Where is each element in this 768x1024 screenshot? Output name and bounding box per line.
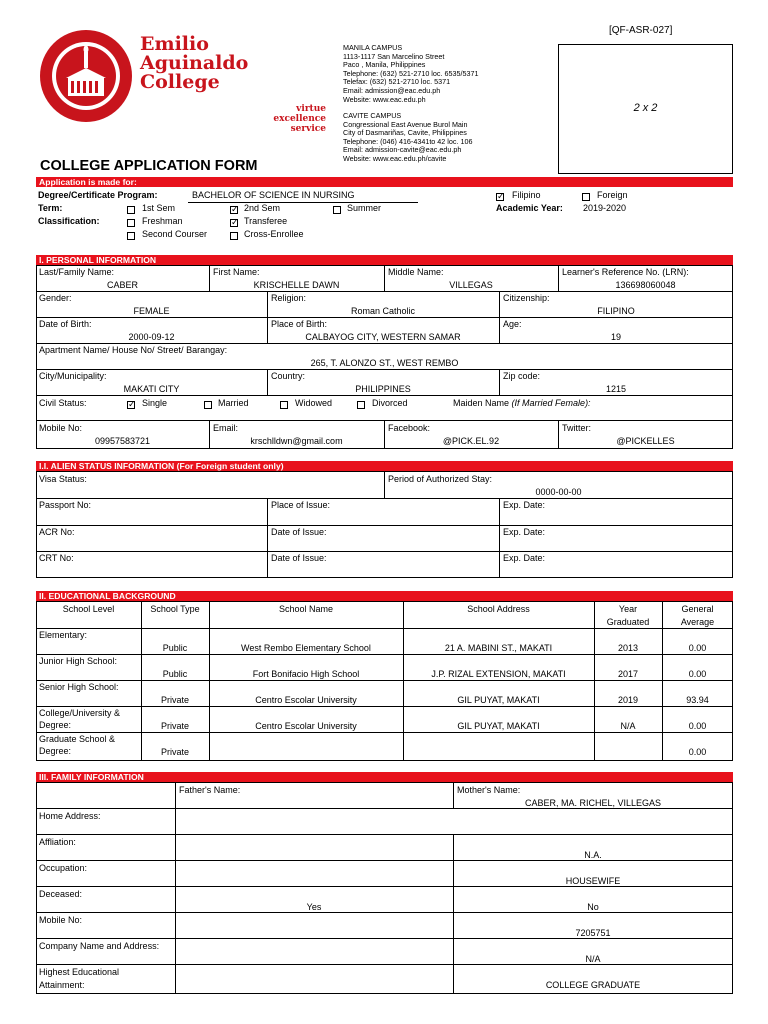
second-courser-checkbox[interactable]: [127, 232, 135, 240]
single-label: Single: [142, 398, 168, 408]
city-value[interactable]: MAKATI CITY: [123, 384, 180, 394]
acr-exp-label: Exp. Date:: [503, 527, 546, 537]
manila-line: Telephone: (632) 521-2710 loc. 6535/5371: [343, 68, 479, 78]
age-value[interactable]: 19: [610, 332, 621, 342]
twitter-label: Twitter:: [562, 423, 592, 433]
mother-name-value[interactable]: CABER, MA. RICHEL, VILLEGAS: [524, 798, 662, 808]
college-name-line2: Aguinaldo: [140, 52, 249, 74]
table-row-type[interactable]: Public: [162, 669, 188, 679]
visa-status-label: Visa Status:: [39, 474, 87, 484]
transferee-checkbox[interactable]: [230, 219, 238, 227]
table-row-average[interactable]: 0.00: [688, 747, 707, 757]
table-row-type[interactable]: Public: [162, 643, 188, 653]
mother-name-label: Mother's Name:: [457, 785, 521, 795]
cavite-line: Email: admission-cavite@eac.edu.ph: [343, 145, 462, 155]
table-row-year[interactable]: 2013: [617, 643, 639, 653]
table-row-year[interactable]: 2019: [617, 695, 639, 705]
cavite-line: Website: www.eac.edu.ph/cavite: [343, 153, 447, 163]
table-row-address[interactable]: J.P. RIZAL EXTENSION, MAKATI: [431, 669, 566, 679]
second-sem-label: 2nd Sem: [244, 203, 281, 213]
cavite-line: CAVITE CAMPUS: [343, 111, 402, 120]
table-row-level: Senior High School:: [39, 682, 119, 692]
table-row-average[interactable]: 0.00: [688, 669, 707, 679]
classification-label: Classification:: [38, 216, 100, 226]
widowed-label: Widowed: [295, 398, 333, 408]
table-row-name[interactable]: Centro Escolar University: [255, 721, 357, 731]
maiden-name-label: [453, 398, 591, 409]
family-row-label: Mobile No:: [39, 915, 83, 925]
col-school-address: School Address: [467, 604, 530, 614]
manila-campus-info: [343, 44, 478, 104]
alien-status-bar: I.I. ALIEN STATUS INFORMATION (For Foreign student only): [36, 461, 733, 471]
family-row-label: Deceased:: [39, 889, 83, 899]
last-name-label: Last/Family Name:: [39, 267, 115, 277]
cavite-line: Telephone: (046) 416-4341to 42 loc. 106: [343, 136, 473, 146]
family-row-mother[interactable]: 7205751: [575, 928, 611, 938]
divorced-checkbox[interactable]: [357, 401, 365, 409]
col-year: Year: [618, 604, 638, 614]
table-row-address[interactable]: 21 A. MABINI ST., MAKATI: [444, 643, 553, 653]
family-row-label: Occupation:: [39, 863, 88, 873]
family-row-label: Affliation:: [39, 837, 76, 847]
address-label: Apartment Name/ House No/ Street/ Barangay:: [39, 345, 228, 355]
widowed-checkbox[interactable]: [280, 401, 288, 409]
table-row-address[interactable]: GIL PUYAT, MAKATI: [457, 721, 540, 731]
manila-line: Telefax: (632) 521-2710 loc. 5371: [343, 77, 451, 87]
city-label: City/Municipality:: [39, 371, 107, 381]
transferee-label: Transferee: [244, 216, 288, 226]
freshman-checkbox[interactable]: [127, 219, 135, 227]
first-sem-checkbox[interactable]: [127, 206, 135, 214]
dob-label: Date of Birth:: [39, 319, 92, 329]
twitter-value[interactable]: @PICKELLES: [616, 436, 675, 446]
family-row-mother[interactable]: No: [587, 902, 599, 912]
email-value[interactable]: krschlldwn@gmail.com: [250, 436, 343, 446]
table-row-average[interactable]: 93.94: [686, 695, 709, 705]
country-value[interactable]: PHILIPPINES: [355, 384, 411, 394]
manila-line: 1113-1117 San Marcelino Street: [343, 51, 445, 61]
religion-value[interactable]: Roman Catholic: [350, 306, 416, 316]
crt-date-issue-label: Date of Issue:: [271, 553, 327, 563]
table-row-type[interactable]: Private: [160, 695, 189, 705]
college-name-line1: Emilio: [140, 33, 209, 55]
family-row-label: Company Name and Address:: [39, 941, 160, 951]
lrn-value[interactable]: 136698060048: [615, 280, 676, 290]
summer-label: Summer: [347, 203, 382, 213]
col-general: General: [681, 604, 714, 614]
application-bar: Application is made for:: [36, 177, 733, 187]
pob-value[interactable]: CALBAYOG CITY, WESTERN SAMAR: [305, 332, 461, 342]
table-row-type[interactable]: Private: [160, 721, 189, 731]
lrn-label: Learner's Reference No. (LRN):: [562, 267, 689, 277]
motto-excellence: excellence: [273, 114, 326, 124]
father-name-label: Father's Name:: [179, 785, 241, 795]
personal-info-bar: I. PERSONAL INFORMATION: [36, 255, 733, 265]
term-label: Term:: [38, 203, 63, 213]
middle-name-value[interactable]: VILLEGAS: [449, 280, 493, 290]
manila-line: Email: admission@eac.edu.ph: [343, 85, 441, 95]
table-row-name[interactable]: Fort Bonifacio High School: [252, 669, 360, 679]
degree-underline: [188, 202, 418, 203]
family-row-mother[interactable]: N.A.: [584, 850, 602, 860]
freshman-label: Freshman: [142, 216, 183, 226]
table-row-type[interactable]: Private: [160, 747, 189, 757]
civil-status-label: Civil Status:: [39, 398, 87, 408]
address-value[interactable]: 265, T. ALONZO ST., WEST REMBO: [310, 358, 459, 368]
col-school-name: School Name: [278, 604, 334, 614]
table-row-level-2: Degree:: [39, 746, 72, 756]
form-code: [QF-ASR-027]: [609, 25, 673, 36]
table-row-level-2: Degree:: [39, 720, 72, 730]
crt-label: CRT No:: [39, 553, 74, 563]
crt-exp-label: Exp. Date:: [503, 553, 546, 563]
second-courser-label: Second Courser: [142, 229, 208, 239]
family-row-label: Home Address:: [39, 811, 101, 821]
college-name-line3: College: [140, 71, 220, 93]
family-row-label: Highest Educational: [39, 967, 120, 977]
col-school-level: School Level: [62, 604, 115, 614]
table-row-average[interactable]: 0.00: [688, 721, 707, 731]
first-name-value[interactable]: KRISCHELLE DAWN: [253, 280, 340, 290]
religion-label: Religion:: [271, 293, 307, 303]
period-stay-value[interactable]: 0000-00-00: [535, 487, 582, 497]
passport-exp-label: Exp. Date:: [503, 500, 546, 510]
second-sem-checkbox[interactable]: [230, 206, 238, 214]
family-row-father[interactable]: Yes: [306, 902, 322, 912]
acr-label: ACR No:: [39, 527, 75, 537]
single-checkbox[interactable]: [127, 401, 135, 409]
college-seal-logo: [38, 28, 134, 124]
form-title: COLLEGE APPLICATION FORM: [40, 158, 258, 174]
gender-label: Gender:: [39, 293, 72, 303]
summer-checkbox[interactable]: [333, 206, 341, 214]
academic-year-value[interactable]: 2019-2020: [583, 203, 627, 213]
table-row-name[interactable]: West Rembo Elementary School: [241, 643, 371, 653]
table-row-year[interactable]: 2017: [617, 669, 639, 679]
cross-enrollee-label: Cross-Enrollee: [244, 229, 304, 239]
foreign-label: Foreign: [597, 190, 628, 200]
pob-label: Place of Birth:: [271, 319, 328, 329]
table-row-level: Graduate School &: [39, 734, 116, 744]
dob-value[interactable]: 2000-09-12: [128, 332, 175, 342]
passport-place-issue-label: Place of Issue:: [271, 500, 331, 510]
first-sem-label: 1st Sem: [142, 203, 176, 213]
motto-service: service: [290, 124, 326, 134]
country-label: Country:: [271, 371, 306, 381]
family-row-mother[interactable]: COLLEGE GRADUATE: [545, 980, 641, 990]
maiden-name-text: Maiden Name: [453, 398, 510, 408]
family-row-mother[interactable]: HOUSEWIFE: [565, 876, 621, 886]
period-stay-label: Period of Authorized Stay:: [388, 474, 493, 484]
family-row-mother[interactable]: N/A: [585, 954, 601, 964]
acr-date-issue-label: Date of Issue:: [271, 527, 327, 537]
family-row-label-2: Attainment:: [39, 980, 85, 990]
zip-label: Zip code:: [503, 371, 541, 381]
divorced-label: Divorced: [372, 398, 408, 408]
table-row-level: Junior High School:: [39, 656, 118, 666]
maiden-name-note: (If Married Female):: [511, 398, 591, 408]
passport-label: Passport No:: [39, 500, 92, 510]
married-checkbox[interactable]: [204, 401, 212, 409]
col-graduated: Graduated: [606, 617, 650, 627]
table-row-level: Elementary:: [39, 630, 88, 640]
col-school-type: School Type: [150, 604, 200, 614]
email-label: Email:: [213, 423, 239, 433]
cross-enrollee-checkbox[interactable]: [230, 232, 238, 240]
married-label: Married: [218, 398, 249, 408]
citizenship-label: Citizenship:: [503, 293, 550, 303]
cavite-line: City of Dasmariñas, Cavite, Philippines: [343, 128, 467, 138]
table-row-address[interactable]: GIL PUYAT, MAKATI: [457, 695, 540, 705]
table-row-name[interactable]: Centro Escolar University: [255, 695, 357, 705]
manila-line: Paco , Manila, Philippines: [343, 60, 426, 70]
citizenship-value[interactable]: FILIPINO: [597, 306, 635, 316]
middle-name-label: Middle Name:: [388, 267, 444, 277]
cavite-line: Congressional East Avenue Burol Main: [343, 119, 468, 129]
facebook-value[interactable]: @PICK.EL.92: [442, 436, 500, 446]
table-row-level: College/University &: [39, 708, 121, 718]
filipino-label: Filipino: [512, 190, 541, 200]
table-row-year[interactable]: N/A: [620, 721, 636, 731]
family-info-bar: III. FAMILY INFORMATION: [36, 772, 733, 782]
academic-year-label: Academic Year:: [496, 203, 563, 213]
foreign-checkbox[interactable]: [582, 193, 590, 201]
filipino-checkbox[interactable]: [496, 193, 504, 201]
gender-value[interactable]: FEMALE: [133, 306, 170, 316]
first-name-label: First Name:: [213, 267, 260, 277]
manila-line: MANILA CAMPUS: [343, 43, 403, 52]
education-bar: II. EDUCATIONAL BACKGROUND: [36, 591, 733, 601]
age-label: Age:: [503, 319, 522, 329]
mobile-label: Mobile No:: [39, 423, 83, 433]
col-average: Average: [680, 617, 715, 627]
photo-label: 2 x 2: [633, 102, 658, 114]
degree-value[interactable]: BACHELOR OF SCIENCE IN NURSING: [192, 190, 355, 200]
table-row-average[interactable]: 0.00: [688, 643, 707, 653]
last-name-value[interactable]: CABER: [106, 280, 138, 290]
facebook-label: Facebook:: [388, 423, 431, 433]
mobile-value[interactable]: 09957583721: [94, 436, 151, 446]
photo-box: [558, 44, 733, 174]
manila-line: Website: www.eac.edu.ph: [343, 94, 426, 104]
zip-value[interactable]: 1215: [605, 384, 627, 394]
degree-label: Degree/Certificate Program:: [38, 190, 158, 200]
motto-virtue: virtue: [296, 104, 326, 114]
cavite-campus-info: [343, 112, 472, 164]
